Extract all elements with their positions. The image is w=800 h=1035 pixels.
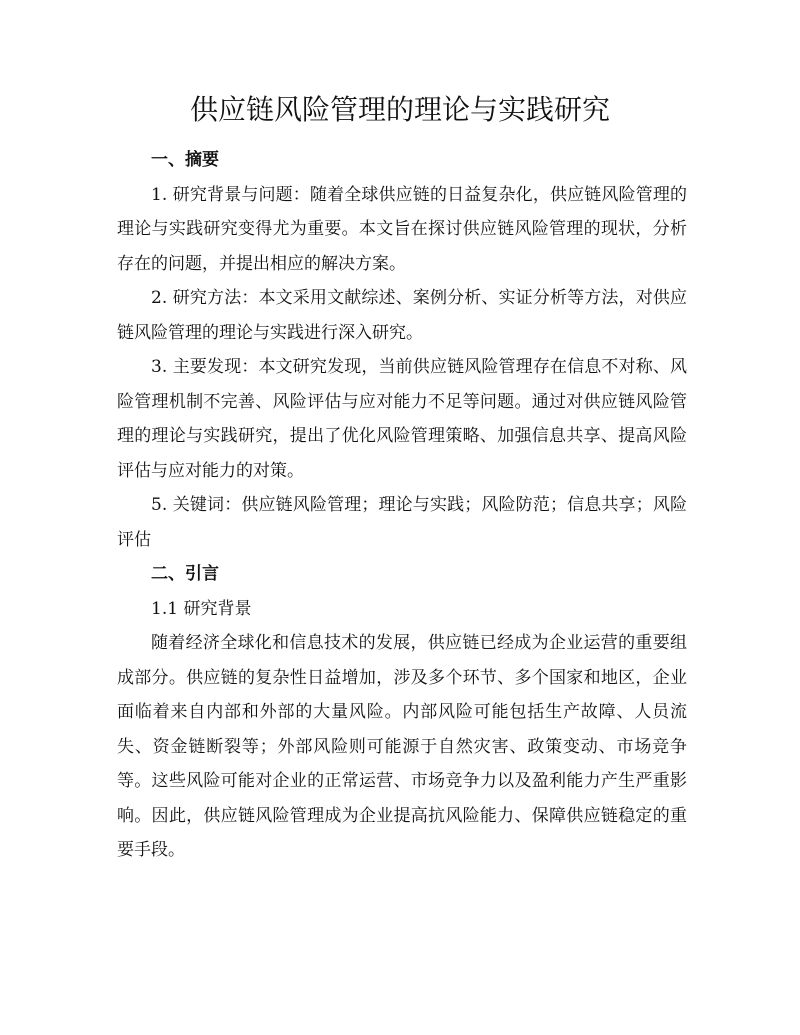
- paragraph-background-body: 随着经济全球化和信息技术的发展，供应链已经成为企业运营的重要组成部分。供应链的复杂性日益增加，涉及多个环节、多个国家和地区，企业面临着来自内部和外部的大量风险。内部风险可能包括生产故障、人员流失、资金链断裂等；外部风险则可能源于自然灾害、政策变动、市场竞争等。这些风险可能对企业的正常运营、市场竞争力以及盈利能力产生严重影响。因此，供应链风险管理成为企业提高抗风险能力、保障供应链稳定的重要手段。: [117, 633, 687, 860]
- paragraph-research-background: 1. 研究背景与问题：随着全球供应链的日益复杂化，供应链风险管理的理论与实践研究变得尤为重要。本文旨在探讨供应链风险管理的现状，分析存在的问题，并提出相应的解决方案。: [117, 184, 687, 274]
- paragraph-keywords: 5. 关键词：供应链风险管理；理论与实践；风险防范；信息共享；风险评估: [117, 495, 687, 550]
- paragraph-main-findings: 3. 主要发现：本文研究发现，当前供应链风险管理存在信息不对称、风险管理机制不完善、风险评估与应对能力不足等问题。通过对供应链风险管理的理论与实践研究，提出了优化风险管理策略、加强信息共享、提高风险评估与应对能力的对策。: [117, 357, 687, 481]
- document-title: 供应链风险管理的理论与实践研究: [189, 93, 610, 126]
- section-heading-abstract: 一、摘要: [151, 150, 219, 170]
- document-body: [117, 143, 687, 868]
- section-heading-introduction: 二、引言: [151, 564, 219, 584]
- subsection-heading-background: 1.1 研究背景: [151, 598, 252, 619]
- paragraph-research-method: 2. 研究方法：本文采用文献综述、案例分析、实证分析等方法，对供应链风险管理的理论与实践进行深入研究。: [117, 288, 687, 343]
